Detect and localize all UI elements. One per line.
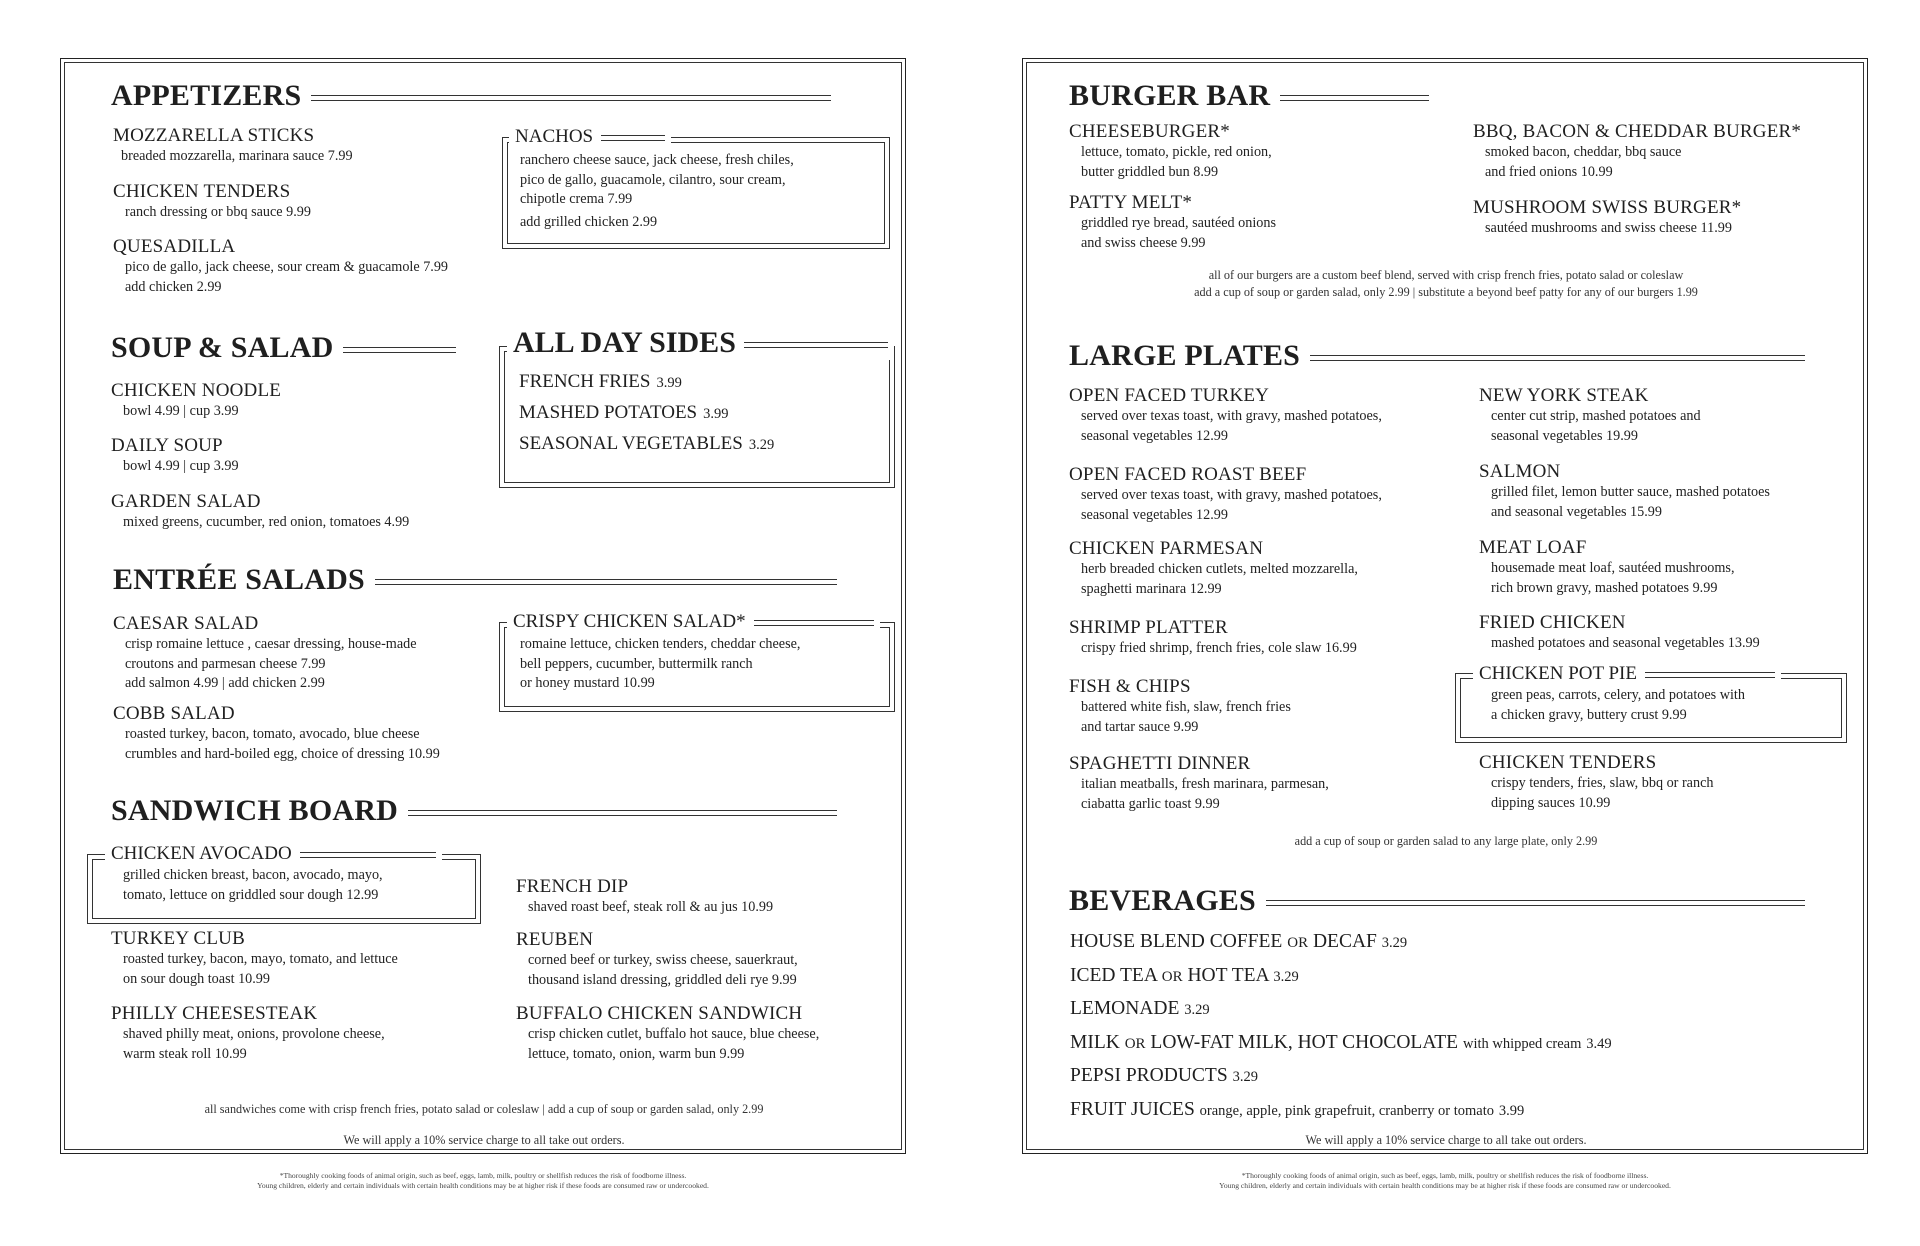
beverage-item — [1070, 1027, 1612, 1061]
item-name: PEPSI PRODUCTS — [1070, 1065, 1228, 1086]
menu-item — [1069, 385, 1382, 446]
item-name: MOZZARELLA STICKS — [113, 125, 315, 146]
item-price: 3.29 — [1184, 1002, 1210, 1018]
fine-print-left — [60, 1171, 906, 1191]
menu-item — [113, 703, 440, 764]
section-title: ALL DAY SIDES — [513, 326, 736, 359]
section-beverages-header — [1069, 884, 1805, 918]
item-desc: served over texas toast, with gravy, mashed potatoes, seasonal vegetables 12.99 — [1081, 408, 1382, 444]
double-rule — [601, 135, 665, 141]
item-desc: served over texas toast, with gravy, mashed potatoes, seasonal vegetables 12.99 — [1081, 487, 1382, 523]
item-name: GARDEN SALAD — [111, 491, 261, 512]
item-name: CHICKEN POT PIE — [1479, 663, 1637, 684]
item-desc: ranchero cheese sauce, jack cheese, fresh chiles, pico de gallo, guacamole, cilantro, sour cream, chipotle crema 7.99 — [520, 152, 794, 207]
burger-note-line: all of our burgers are a custom beef blend, served with crisp french fries, potato salad or coleslaw — [1208, 268, 1684, 282]
menu-item — [1479, 612, 1760, 654]
item-name: FRIED CHICKEN — [1479, 612, 1626, 633]
item-desc: herb breaded chicken cutlets, melted mozzarella, spaghetti marinara 12.99 — [1081, 561, 1358, 597]
item-desc: grilled filet, lemon butter sauce, mashed potatoes and seasonal vegetables 15.99 — [1491, 484, 1770, 520]
item-name: ICED TEA — [1070, 964, 1157, 986]
section-title: SOUP & SALAD — [111, 331, 334, 364]
double-rule — [300, 852, 436, 858]
item-name: FRUIT JUICES — [1070, 1098, 1195, 1120]
item-name: MASHED POTATOES — [519, 402, 698, 423]
item-name: SHRIMP PLATTER — [1069, 617, 1228, 638]
item-name: REUBEN — [516, 929, 594, 950]
menu-item — [1473, 121, 1801, 182]
sides-list — [519, 367, 774, 460]
menu-item — [1069, 121, 1272, 182]
menu-page-right — [1022, 58, 1868, 1154]
section-appetizers-header — [111, 79, 831, 113]
beverage-item — [1070, 1060, 1612, 1094]
item-desc: bowl 4.99 | cup 3.99 — [123, 403, 239, 419]
item-price: 3.49 — [1586, 1035, 1612, 1052]
section-title: ENTRÉE SALADS — [113, 563, 365, 596]
section-entree-salads-header — [113, 563, 837, 597]
item-desc: green peas, carrots, celery, and potatoes with a chicken gravy, buttery crust 9.99 — [1491, 687, 1745, 723]
menu-item — [512, 635, 800, 694]
fine-print-line: Young children, elderly and certain individuals with certain health conditions may be at higher risk if these foods are consumed raw or undercooked. — [1219, 1181, 1671, 1190]
menu-item — [1069, 538, 1358, 599]
item-desc: crisp chicken cutlet, buffalo hot sauce, blue cheese, lettuce, tomato, onion, warm bun 9.99 — [528, 1026, 820, 1062]
fine-print-line: Young children, elderly and certain individuals with certain health conditions may be at higher risk if these foods are consumed raw or undercooked. — [257, 1181, 709, 1190]
item-name: DAILY SOUP — [111, 435, 223, 456]
fine-print-line: *Thoroughly cooking foods of animal origin, such as beef, eggs, lamb, milk, poultry or shellfish reduces the risk of foodborne illness. — [1241, 1171, 1649, 1180]
item-name: MUSHROOM SWISS BURGER* — [1473, 197, 1742, 218]
menu-item — [111, 866, 383, 905]
item-name: CHICKEN AVOCADO — [111, 843, 292, 864]
item-name: CHEESEBURGER* — [1069, 121, 1230, 142]
item-desc: battered white fish, slaw, french fries and tartar sauce 9.99 — [1081, 699, 1291, 735]
item-name-alt: HOT TEA — [1187, 964, 1269, 986]
or-label: OR — [1287, 935, 1309, 951]
fine-print-right — [1022, 1171, 1868, 1191]
double-rule — [1280, 95, 1429, 101]
menu-item — [113, 181, 311, 223]
item-name: PHILLY CHEESESTEAK — [111, 1003, 318, 1024]
double-rule — [1266, 900, 1805, 906]
item-desc: sautéed mushrooms and swiss cheese 11.99 — [1485, 220, 1732, 236]
item-desc: grilled chicken breast, bacon, avocado, mayo, tomato, lettuce on griddled sour dough 12.99 — [123, 867, 383, 903]
item-desc: pico de gallo, jack cheese, sour cream & guacamole 7.99 add chicken 2.99 — [125, 259, 449, 295]
menu-item — [1069, 617, 1357, 659]
service-charge-note: We will apply a 10% service charge to all take out orders. — [1305, 1133, 1587, 1147]
beverage-item — [1070, 960, 1612, 994]
item-name: NEW YORK STEAK — [1479, 385, 1649, 406]
item-desc: bowl 4.99 | cup 3.99 — [123, 458, 239, 474]
item-name: CHICKEN TENDERS — [1479, 752, 1657, 773]
item-desc: breaded mozzarella, marinara sauce 7.99 — [121, 148, 353, 164]
double-rule — [754, 620, 874, 626]
burger-note-line: add a cup of soup or garden salad, only 2.99 | substitute a beyond beef patty for any of our burgers 1.99 — [1194, 285, 1698, 299]
item-desc: griddled rye bread, sautéed onions and swiss cheese 9.99 — [1081, 215, 1277, 251]
item-name: SPAGHETTI DINNER — [1069, 753, 1251, 774]
beverage-list — [1070, 926, 1612, 1127]
item-name: TURKEY CLUB — [111, 928, 245, 949]
side-item — [519, 429, 774, 460]
item-price: 3.29 — [1381, 935, 1408, 951]
menu-item — [111, 1003, 385, 1064]
item-name-alt: LOW-FAT MILK, HOT CHOCOLATE — [1150, 1031, 1459, 1053]
item-name: CHICKEN TENDERS — [113, 181, 291, 202]
item-desc: crisp romaine lettuce , caesar dressing, house-made croutons and parmesan cheese 7.99 add salmon 4.99 | add chicken 2.99 — [125, 636, 417, 691]
item-name: MEAT LOAF — [1479, 537, 1587, 558]
item-name: SEASONAL VEGETABLES — [519, 433, 743, 454]
menu-item — [113, 125, 353, 167]
item-name: SALMON — [1479, 461, 1561, 482]
double-rule — [343, 347, 456, 353]
fine-print-line: *Thoroughly cooking foods of animal origin, such as beef, eggs, lamb, milk, poultry or shellfish reduces the risk of foodborne illness. — [279, 1171, 687, 1180]
section-burger-header — [1069, 79, 1429, 113]
item-name: FRENCH DIP — [516, 876, 629, 897]
chicken-avocado-title — [105, 843, 442, 865]
double-rule — [744, 342, 888, 348]
item-desc: smoked bacon, cheddar, bbq sauce and fried onions 10.99 — [1485, 144, 1682, 180]
item-price: 3.99 — [703, 406, 729, 422]
item-name: CHICKEN PARMESAN — [1069, 538, 1264, 559]
beverage-item — [1070, 926, 1612, 960]
section-soup-salad-header — [111, 331, 456, 365]
section-title: APPETIZERS — [111, 79, 302, 112]
item-name: BBQ, BACON & CHEDDAR BURGER* — [1473, 121, 1802, 142]
item-name: FRENCH FRIES — [519, 371, 651, 392]
menu-item — [1069, 464, 1382, 525]
item-desc: roasted turkey, bacon, mayo, tomato, and lettuce on sour dough toast 10.99 — [123, 951, 398, 987]
menu-item — [113, 613, 417, 694]
menu-item — [1069, 676, 1291, 737]
menu-item — [111, 491, 409, 533]
service-charge-note: We will apply a 10% service charge to all take out orders. — [343, 1133, 625, 1147]
item-extra: orange, apple, pink grapefruit, cranberry or tomato — [1199, 1102, 1494, 1119]
section-title: LARGE PLATES — [1069, 339, 1301, 372]
menu-item — [113, 236, 448, 297]
item-name: MILK — [1070, 1031, 1120, 1053]
item-desc: romaine lettuce, chicken tenders, cheddar cheese, bell peppers, cucumber, buttermilk ranch or honey mustard 10.99 — [520, 636, 801, 691]
pot-pie-title — [1473, 663, 1781, 685]
item-desc: shaved roast beef, steak roll & au jus 10.99 — [528, 899, 774, 915]
crispy-salad-title — [507, 611, 880, 633]
menu-item — [1473, 197, 1741, 239]
menu-item — [512, 151, 794, 232]
section-title: SANDWICH BOARD — [111, 794, 398, 827]
menu-item — [516, 929, 798, 990]
item-desc: ranch dressing or bbq sauce 9.99 — [125, 204, 311, 220]
double-rule — [1310, 355, 1805, 361]
sides-title — [507, 326, 894, 360]
section-sandwich-header — [111, 794, 837, 828]
item-name: NACHOS — [515, 126, 594, 147]
beverage-item — [1070, 1094, 1612, 1128]
sandwich-note: all sandwiches come with crisp french fries, potato salad or coleslaw | add a cup of soup or garden salad, only 2.99 — [204, 1102, 764, 1116]
nachos-title — [509, 126, 671, 148]
item-name: FISH & CHIPS — [1069, 676, 1191, 697]
item-desc: crispy fried shrimp, french fries, cole slaw 16.99 — [1081, 640, 1357, 656]
item-price: 3.29 — [748, 437, 775, 453]
item-desc: corned beef or turkey, swiss cheese, sauerkraut, thousand island dressing, griddled deli rye 9.99 — [528, 952, 798, 988]
item-extra: with whipped cream — [1462, 1035, 1582, 1052]
menu-item — [516, 1003, 819, 1064]
item-price: 3.99 — [656, 375, 682, 391]
item-name-alt: DECAF — [1312, 931, 1377, 952]
menu-item — [1479, 537, 1735, 598]
side-item — [519, 398, 774, 429]
menu-item — [1479, 752, 1713, 813]
menu-item — [1069, 753, 1329, 814]
item-price: 3.99 — [1498, 1102, 1525, 1119]
item-name: CAESAR SALAD — [113, 613, 259, 634]
item-desc: lettuce, tomato, pickle, red onion, butter griddled bun 8.99 — [1081, 144, 1272, 180]
menu-item — [1069, 192, 1276, 253]
item-name: COBB SALAD — [113, 703, 235, 724]
item-name: CHICKEN NOODLE — [111, 380, 282, 401]
menu-item — [516, 876, 773, 918]
beverage-item — [1070, 993, 1612, 1027]
item-desc: housemade meat loaf, sautéed mushrooms, rich brown gravy, mashed potatoes 9.99 — [1491, 560, 1735, 596]
double-rule — [408, 810, 837, 816]
item-desc: mashed potatoes and seasonal vegetables 13.99 — [1491, 635, 1760, 651]
burger-note — [1023, 267, 1869, 301]
item-price: 3.29 — [1232, 1069, 1258, 1085]
or-label: OR — [1124, 1035, 1146, 1052]
item-name: BUFFALO CHICKEN SANDWICH — [516, 1003, 803, 1024]
section-title: BEVERAGES — [1069, 884, 1256, 917]
menu-item — [1479, 461, 1770, 522]
menu-item — [111, 928, 398, 989]
item-desc: shaved philly meat, onions, provolone cheese, warm steak roll 10.99 — [123, 1026, 385, 1062]
menu-item — [1479, 385, 1701, 446]
side-item — [519, 367, 774, 398]
large-plates-note: add a cup of soup or garden salad to any large plate, only 2.99 — [1294, 834, 1598, 848]
section-large-plates-header — [1069, 339, 1805, 373]
menu-item — [111, 435, 239, 477]
item-name: HOUSE BLEND COFFEE — [1070, 931, 1283, 952]
item-name: LEMONADE — [1070, 998, 1180, 1019]
double-rule — [311, 95, 831, 101]
item-name: OPEN FACED ROAST BEEF — [1069, 464, 1307, 485]
item-name: CRISPY CHICKEN SALAD* — [513, 611, 746, 632]
menu-item — [111, 380, 281, 422]
section-title: BURGER BAR — [1069, 79, 1271, 112]
menu-item — [1479, 686, 1745, 725]
or-label: OR — [1161, 968, 1183, 985]
item-name: OPEN FACED TURKEY — [1069, 385, 1270, 406]
item-name: PATTY MELT* — [1069, 192, 1193, 213]
item-desc: center cut strip, mashed potatoes and seasonal vegetables 19.99 — [1491, 408, 1701, 444]
item-desc: roasted turkey, bacon, tomato, avocado, blue cheese crumbles and hard-boiled egg, choice of dressing 10.99 — [125, 726, 440, 762]
menu-page-left — [60, 58, 906, 1154]
item-price: 3.29 — [1273, 968, 1299, 985]
item-desc: crispy tenders, fries, slaw, bbq or ranch dipping sauces 10.99 — [1491, 775, 1714, 811]
item-addon: add grilled chicken 2.99 — [520, 213, 658, 230]
item-name: QUESADILLA — [113, 236, 236, 257]
double-rule — [1645, 672, 1775, 678]
double-rule — [375, 579, 837, 585]
item-desc: italian meatballs, fresh marinara, parmesan, ciabatta garlic toast 9.99 — [1081, 776, 1329, 812]
item-desc: mixed greens, cucumber, red onion, tomatoes 4.99 — [123, 514, 410, 530]
